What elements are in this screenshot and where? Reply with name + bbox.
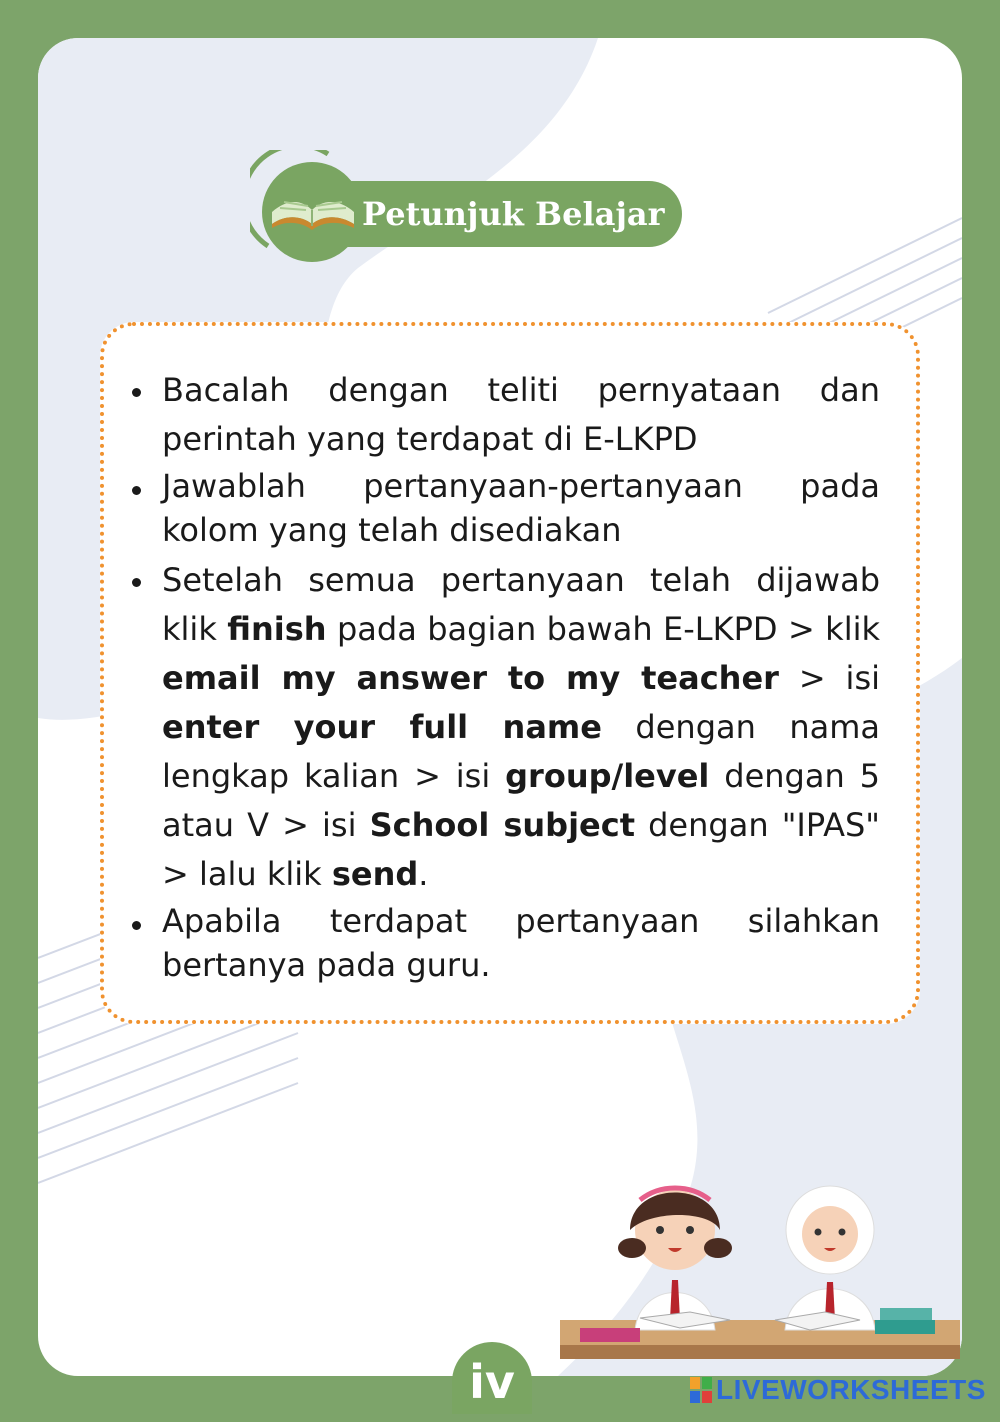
full-name-label: enter your full name	[162, 708, 602, 746]
instruction-item: Apabila terdapat pertanyaan silahkan bertanya pada guru.	[128, 899, 880, 987]
page-number: iv	[452, 1342, 532, 1414]
school-subject-label: School subject	[369, 806, 636, 844]
brand-name: LIVEWORKSHEETS	[716, 1374, 986, 1405]
email-answer-label: email my answer to my teacher	[162, 659, 779, 697]
open-book-icon	[250, 150, 370, 270]
instruction-item: Bacalah dengan teliti pernyataan dan perintah yang terdapat di E-LKPD	[128, 366, 880, 464]
liveworksheets-logo-icon	[690, 1377, 712, 1403]
instruction-item: Jawablah pertanyaan-pertanyaan pada kolom yang telah disediakan	[128, 464, 880, 552]
send-label: send	[331, 855, 419, 893]
brand-watermark	[690, 1372, 986, 1408]
instruction-list	[128, 366, 880, 991]
page-title: Petunjuk Belajar	[362, 195, 665, 233]
group-level-label: group/level	[505, 757, 710, 795]
instruction-item: Setelah semua pertanyaan telah dijawab klik finish pada bagian bawah E-LKPD > klik email my answer to my teacher > isi enter your full name dengan nama lengkap kalian > isi group/level dengan 5 atau V > isi School subject dengan "IPAS" > lalu klik send.	[128, 556, 880, 899]
finish-label: finish	[227, 610, 327, 648]
students-illustration	[560, 1170, 960, 1370]
